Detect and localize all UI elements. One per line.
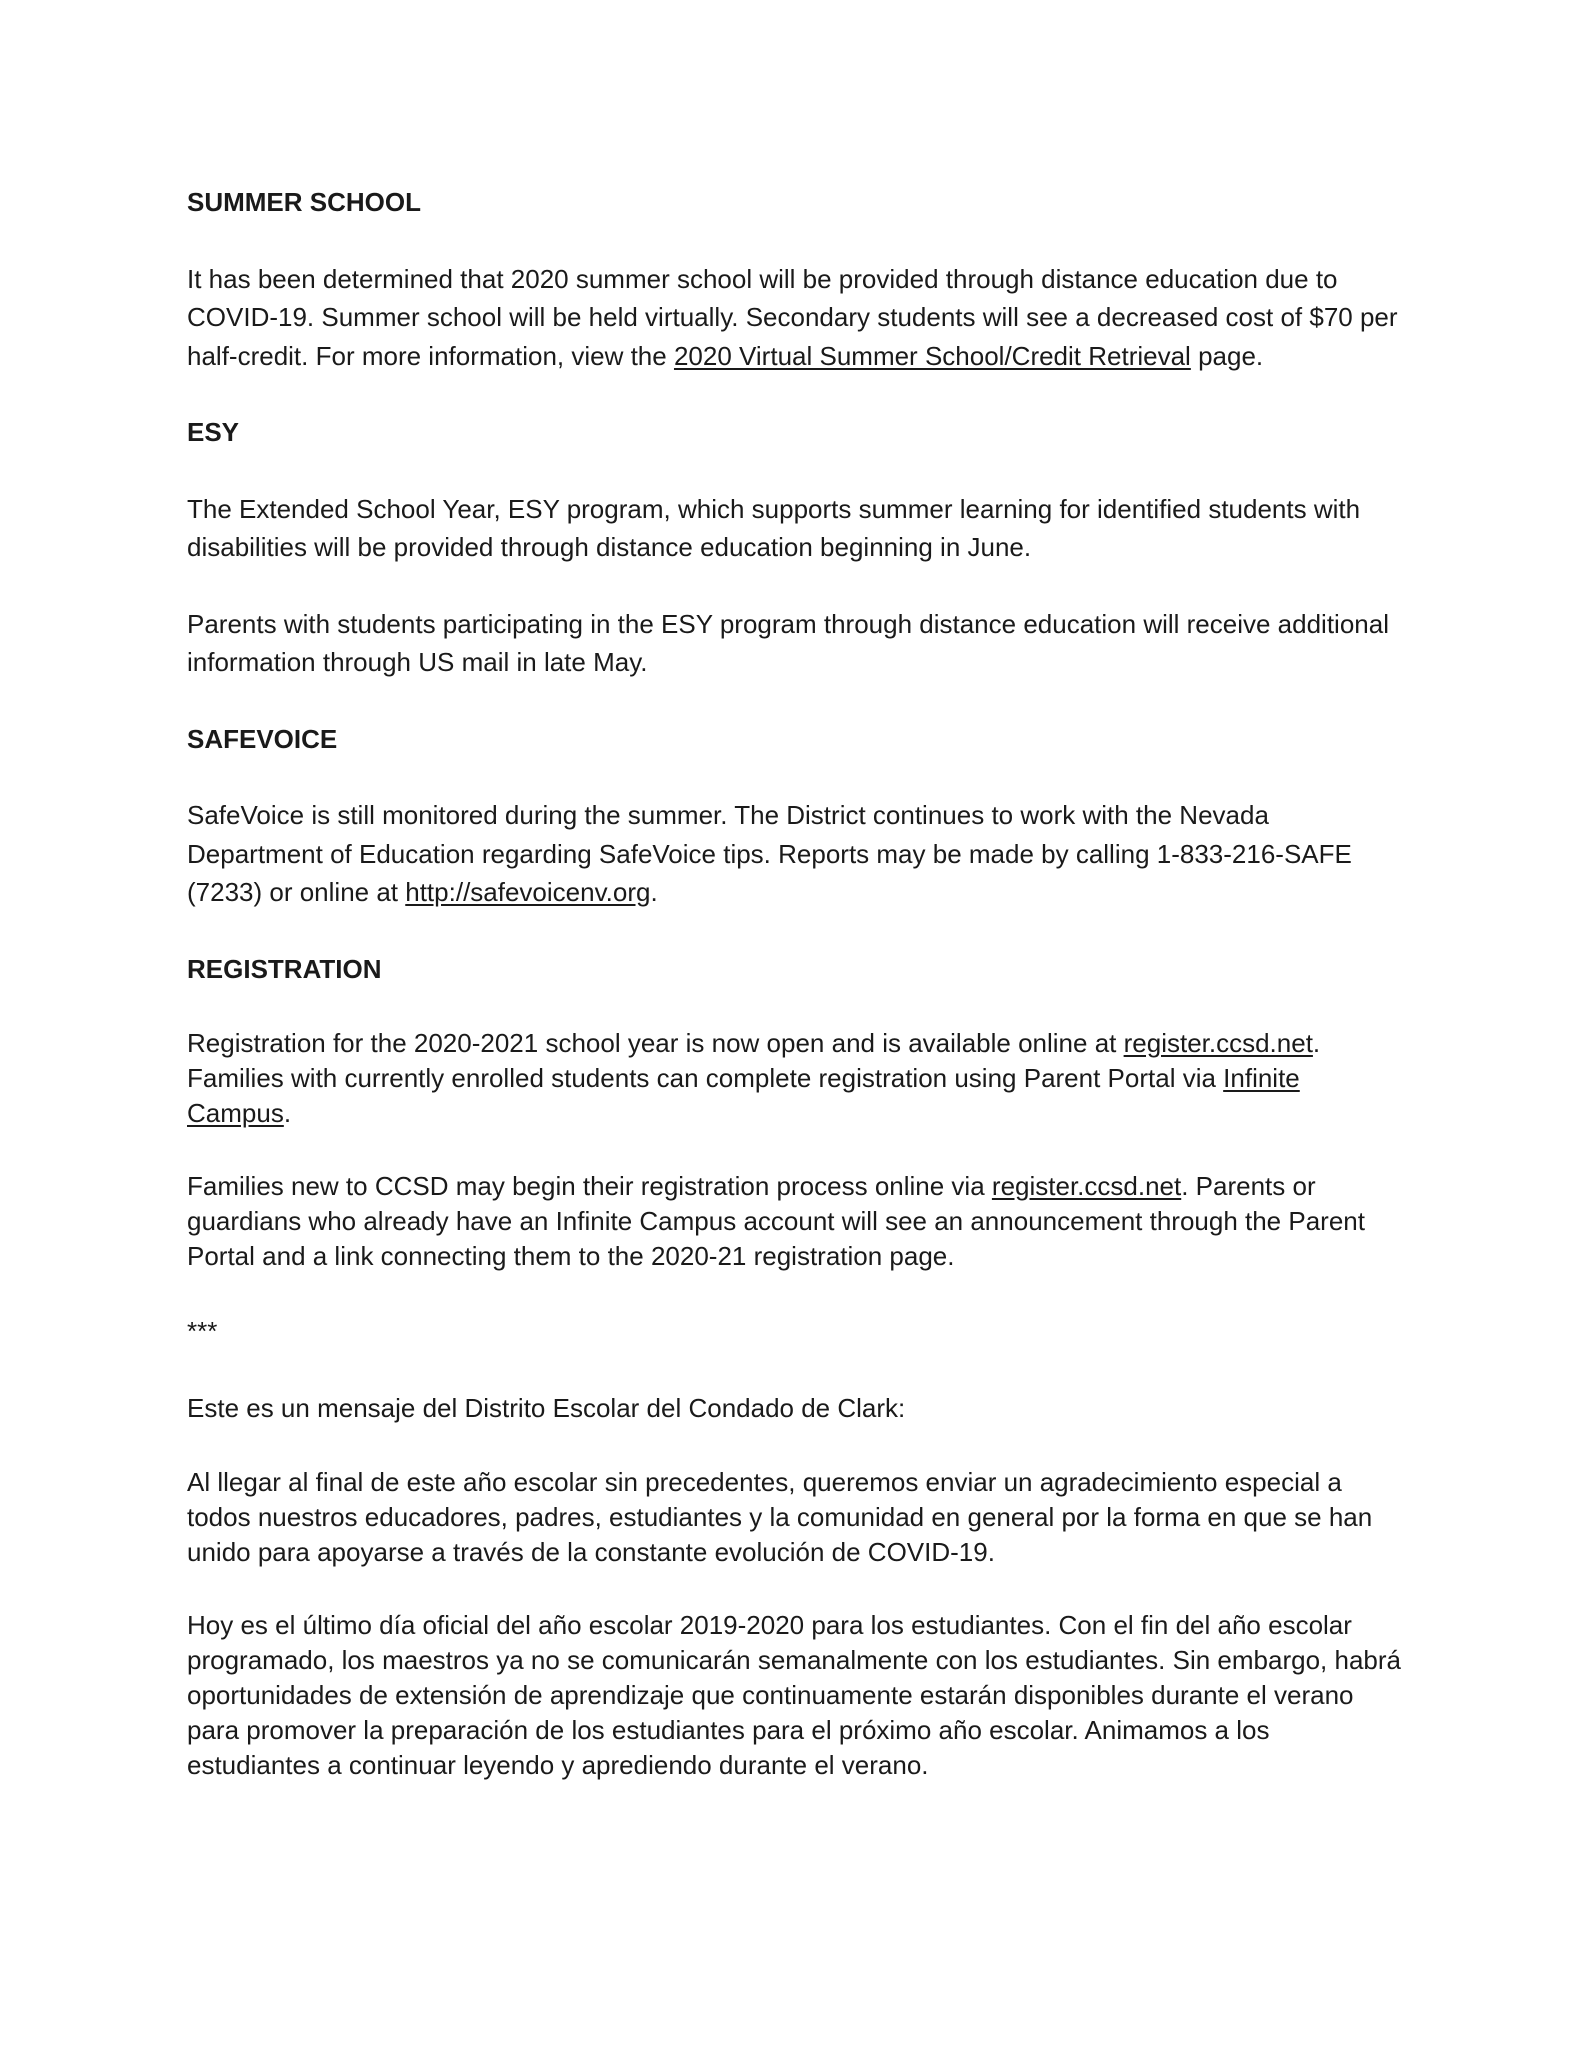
registration-paragraph-2 [187, 1169, 1407, 1274]
registration-text-a: Registration for the 2020-2021 school year is now open and is available online at [187, 1028, 1124, 1058]
separator: *** [187, 1316, 218, 1346]
esy-heading: ESY [187, 417, 240, 447]
spanish-intro: Este es un mensaje del Distrito Escolar del Condado de Clark: [187, 1392, 906, 1423]
registration-text-e: . Parents or guardians who already have an Infinite Campus account will see an announcement through the Parent Portal and a link connecting them to the 2020-21 registration page. [187, 1171, 1365, 1271]
safevoice-paragraph [187, 796, 1407, 912]
safevoice-text-end: . [650, 877, 658, 907]
registration-text-c: . [283, 1098, 292, 1128]
summer-school-text: It has been determined that 2020 summer school will be provided through distance education due to COVID-19. Summer school will be held virtually. Secondary students will see a decreased cost of $70 per half-credit. For more information, view the [187, 263, 1398, 371]
registration-heading: REGISTRATION [187, 953, 382, 984]
registration-paragraph-1 [187, 1026, 1407, 1131]
document-page [187, 183, 1407, 1783]
register-ccsd-link-2[interactable]: register.ccsd.net [991, 1171, 1182, 1201]
spanish-paragraph-2: Hoy es el último día oficial del año escolar 2019-2020 para los estudiantes. Con el fin del año escolar programado, los maestros ya no se comunicarán semanalmente con los estudiantes. Sin embargo, habrá oportunidades de extensión de aprendizaje que continuamente estarán disponibles durante el verano para promover la preparación de los estudiantes para el próximo año escolar. Animamos a los estudiantes a continuar leyendo y aprediendo durante el verano. [187, 1610, 1401, 1780]
safevoice-text: SafeVoice is still monitored during the summer. The District continues to work with the Nevada Department of Education regarding SafeVoice tips. Reports may be made by calling 1-833-216-SAFE (7233) or online at [187, 800, 1352, 907]
virtual-summer-school-link[interactable]: 2020 Virtual Summer School/Credit Retrieval [673, 340, 1191, 371]
summer-school-text-end: page. [1190, 340, 1264, 371]
esy-paragraph-2: Parents with students participating in the ESY program through distance education will receive additional information through US mail in late May. [187, 608, 1389, 677]
esy-paragraph-1: The Extended School Year, ESY program, which supports summer learning for identified students with disabilities will be provided through distance education beginning in June. [187, 493, 1361, 562]
registration-text-b: . Families with currently enrolled students can complete registration using Parent Portal via [187, 1028, 1321, 1093]
safevoice-heading: SAFEVOICE [187, 723, 338, 754]
summer-school-paragraph [187, 260, 1407, 376]
registration-text-d: Families new to CCSD may begin their registration process online via [187, 1171, 992, 1201]
summer-school-heading: SUMMER SCHOOL [187, 187, 421, 217]
infinite-campus-link[interactable]: Infinite Campus [187, 1063, 1300, 1128]
safevoice-link[interactable]: http://safevoicenv.org [405, 877, 651, 907]
spanish-paragraph-1: Al llegar al final de este año escolar sin precedentes, queremos enviar un agradecimiento especial a todos nuestros educadores, padres, estudiantes y la comunidad en general por la forma en que se han unido para apoyarse a través de la constante evolución de COVID-19. [187, 1467, 1373, 1567]
register-ccsd-link[interactable]: register.ccsd.net [1123, 1028, 1313, 1058]
